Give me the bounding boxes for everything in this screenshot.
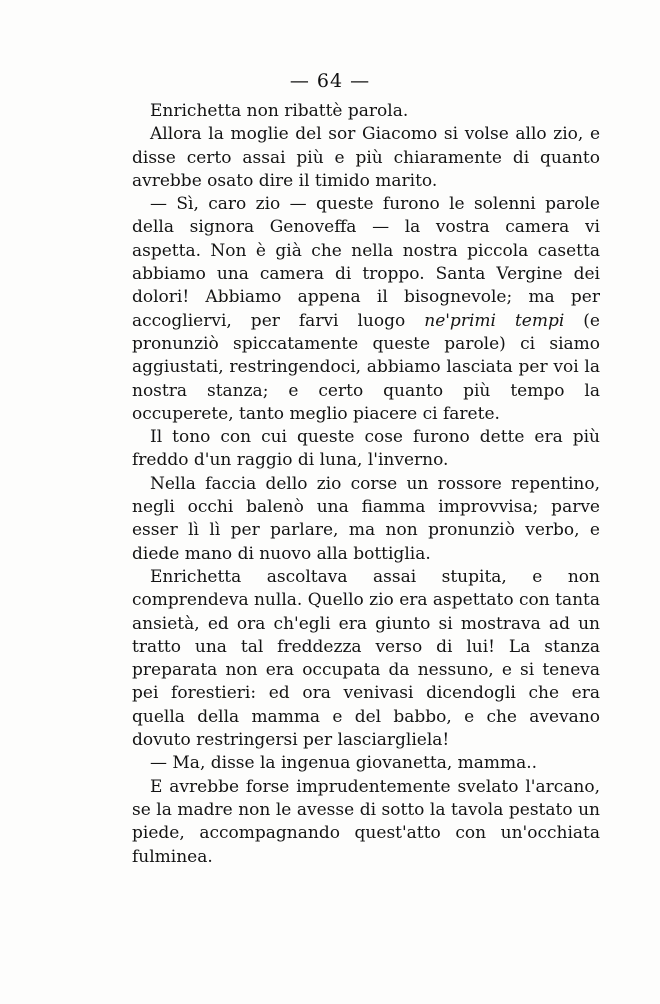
paragraph bbox=[132, 193, 600, 426]
paragraph-text: — Sì, caro zio — queste furono le solenni parole della signora Genoveffa — la vostra camera vi aspetta. Non è già che nella nostra piccola casetta abbiamo una camera di troppo. Santa Vergine dei dolori! Abbiamo appena il bisognevole; ma per accogliervi, per farvi luogo bbox=[132, 194, 600, 331]
paragraph-text: (e pronunziò spiccatamente queste parole) ci siamo aggiustati, restringendoci, abbiamo lasciata per voi la nostra stanza; e certo quanto più tempo la occuperete, tanto meglio piacere ci farete. bbox=[132, 310, 600, 424]
paragraph-text: Il tono con cui queste cose furono dette era più freddo d'un raggio di luna, l'inverno. bbox=[132, 427, 600, 471]
paragraph bbox=[132, 473, 600, 566]
paragraph bbox=[132, 776, 600, 869]
italic-phrase: ne'primi tempi bbox=[424, 310, 565, 331]
paragraph-text: Enrichetta ascoltava assai stupita, e non comprendeva nulla. Quello zio era aspettato con tanta ansietà, ed ora ch'egli era giunto si mostrava ad un tratto una tal freddezza verso di lui! La stanza preparata non era occupata da nessuno, e si teneva pei forestieri: ed ora venivasi dicendogli che era quella della mamma e del babbo, e che avevano dovuto restringersi per lasciargliela! bbox=[132, 566, 600, 751]
paragraph bbox=[132, 752, 600, 775]
paragraph-text: Nella faccia dello zio corse un rossore repentino, negli occhi balenò una fiamma improvvisa; parve esser lì lì per parlare, ma non pronunziò verbo, e diede mano di nuovo alla bottiglia. bbox=[132, 473, 600, 564]
paragraph bbox=[132, 426, 600, 473]
paragraph bbox=[132, 123, 600, 193]
paragraph-text: Allora la moglie del sor Giacomo si volse allo zio, e disse certo assai più e più chiaramente di quanto avrebbe osato dire il timido marito. bbox=[132, 124, 600, 191]
page-number: — 64 — bbox=[289, 70, 371, 92]
paragraph-text: Enrichetta non ribattè parola. bbox=[150, 101, 409, 121]
page-body bbox=[132, 100, 600, 869]
paragraph bbox=[132, 566, 600, 752]
paragraph-text: — Ma, disse la ingenua giovanetta, mamma.. bbox=[150, 753, 538, 774]
paragraph bbox=[132, 100, 600, 123]
paragraph-text: E avrebbe forse imprudentemente svelato l'arcano, se la madre non le avesse di sotto la tavola pestato un piede, accompagnando quest'atto con un'occhiata fulminea. bbox=[132, 776, 600, 867]
